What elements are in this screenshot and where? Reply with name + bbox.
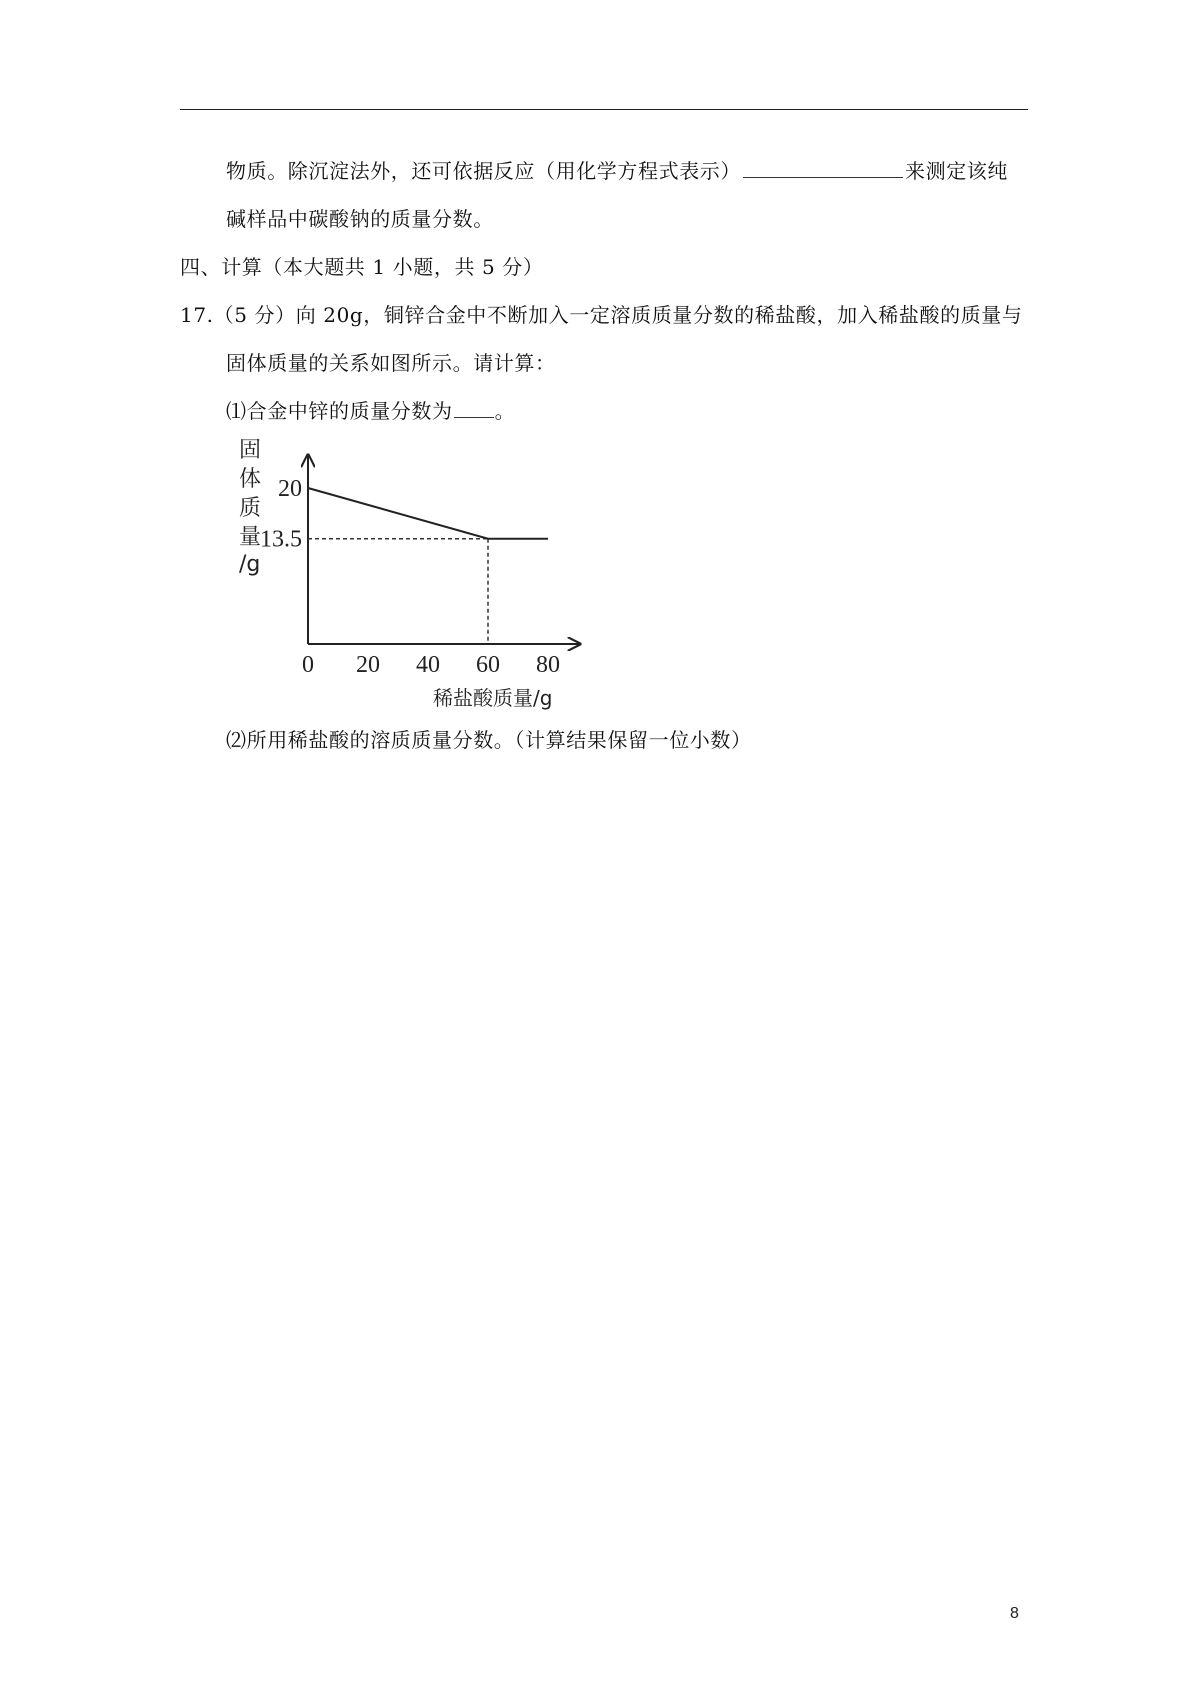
y-axis-label-char: /g [239,552,261,577]
y-tick-label: 13.5 [260,526,302,553]
sub-question-1-text: ⑴合金中锌的质量分数为 [226,399,453,423]
question-17-line-2: 固体质量的关系如图所示。请计算： [226,351,556,375]
x-tick-label: 40 [416,652,440,678]
sub-question-1 [226,398,515,424]
paragraph-line-1-end: 来测定该纯 [905,159,1008,183]
sub-question-2: ⑵所用稀盐酸的溶质质量分数。（计算结果保留一位小数） [226,728,752,752]
paragraph-line-1-start: 物质。除沉淀法外，还可依据反应（用化学方程式表示） [226,159,741,183]
sub-question-1-end: 。 [494,399,516,423]
section-heading: 四、计算（本大题共 1 小题，共 5 分） [180,255,544,279]
x-tick-label: 80 [536,652,560,678]
x-axis-label: 稀盐酸质量/g [433,686,553,710]
chart-canvas [230,426,590,716]
x-tick-label: 60 [476,652,500,678]
equation-answer-blank[interactable] [743,159,903,178]
series-line [308,488,548,539]
x-tick-label: 20 [356,652,380,678]
question-17-line-1: 17.（5 分）向 20g，铜锌合金中不断加入一定溶质质量分数的稀盐酸，加入稀盐酸的质量与 [180,303,1023,327]
paragraph-line-1 [226,158,1008,184]
y-axis-label-char: 量 [239,525,262,550]
page-number: 8 [1010,1605,1019,1622]
paragraph-line-2: 碱样品中碳酸钠的质量分数。 [226,207,494,231]
y-axis-label-char: 质 [239,496,262,521]
y-axis-label-char: 体 [239,467,262,492]
x-tick-label: 0 [302,652,314,678]
zinc-fraction-answer-blank[interactable] [454,399,494,418]
solid-mass-chart [230,426,590,716]
y-tick-label: 20 [278,476,302,502]
header-rule [180,109,1028,110]
y-axis-label-char: 固 [239,438,262,463]
